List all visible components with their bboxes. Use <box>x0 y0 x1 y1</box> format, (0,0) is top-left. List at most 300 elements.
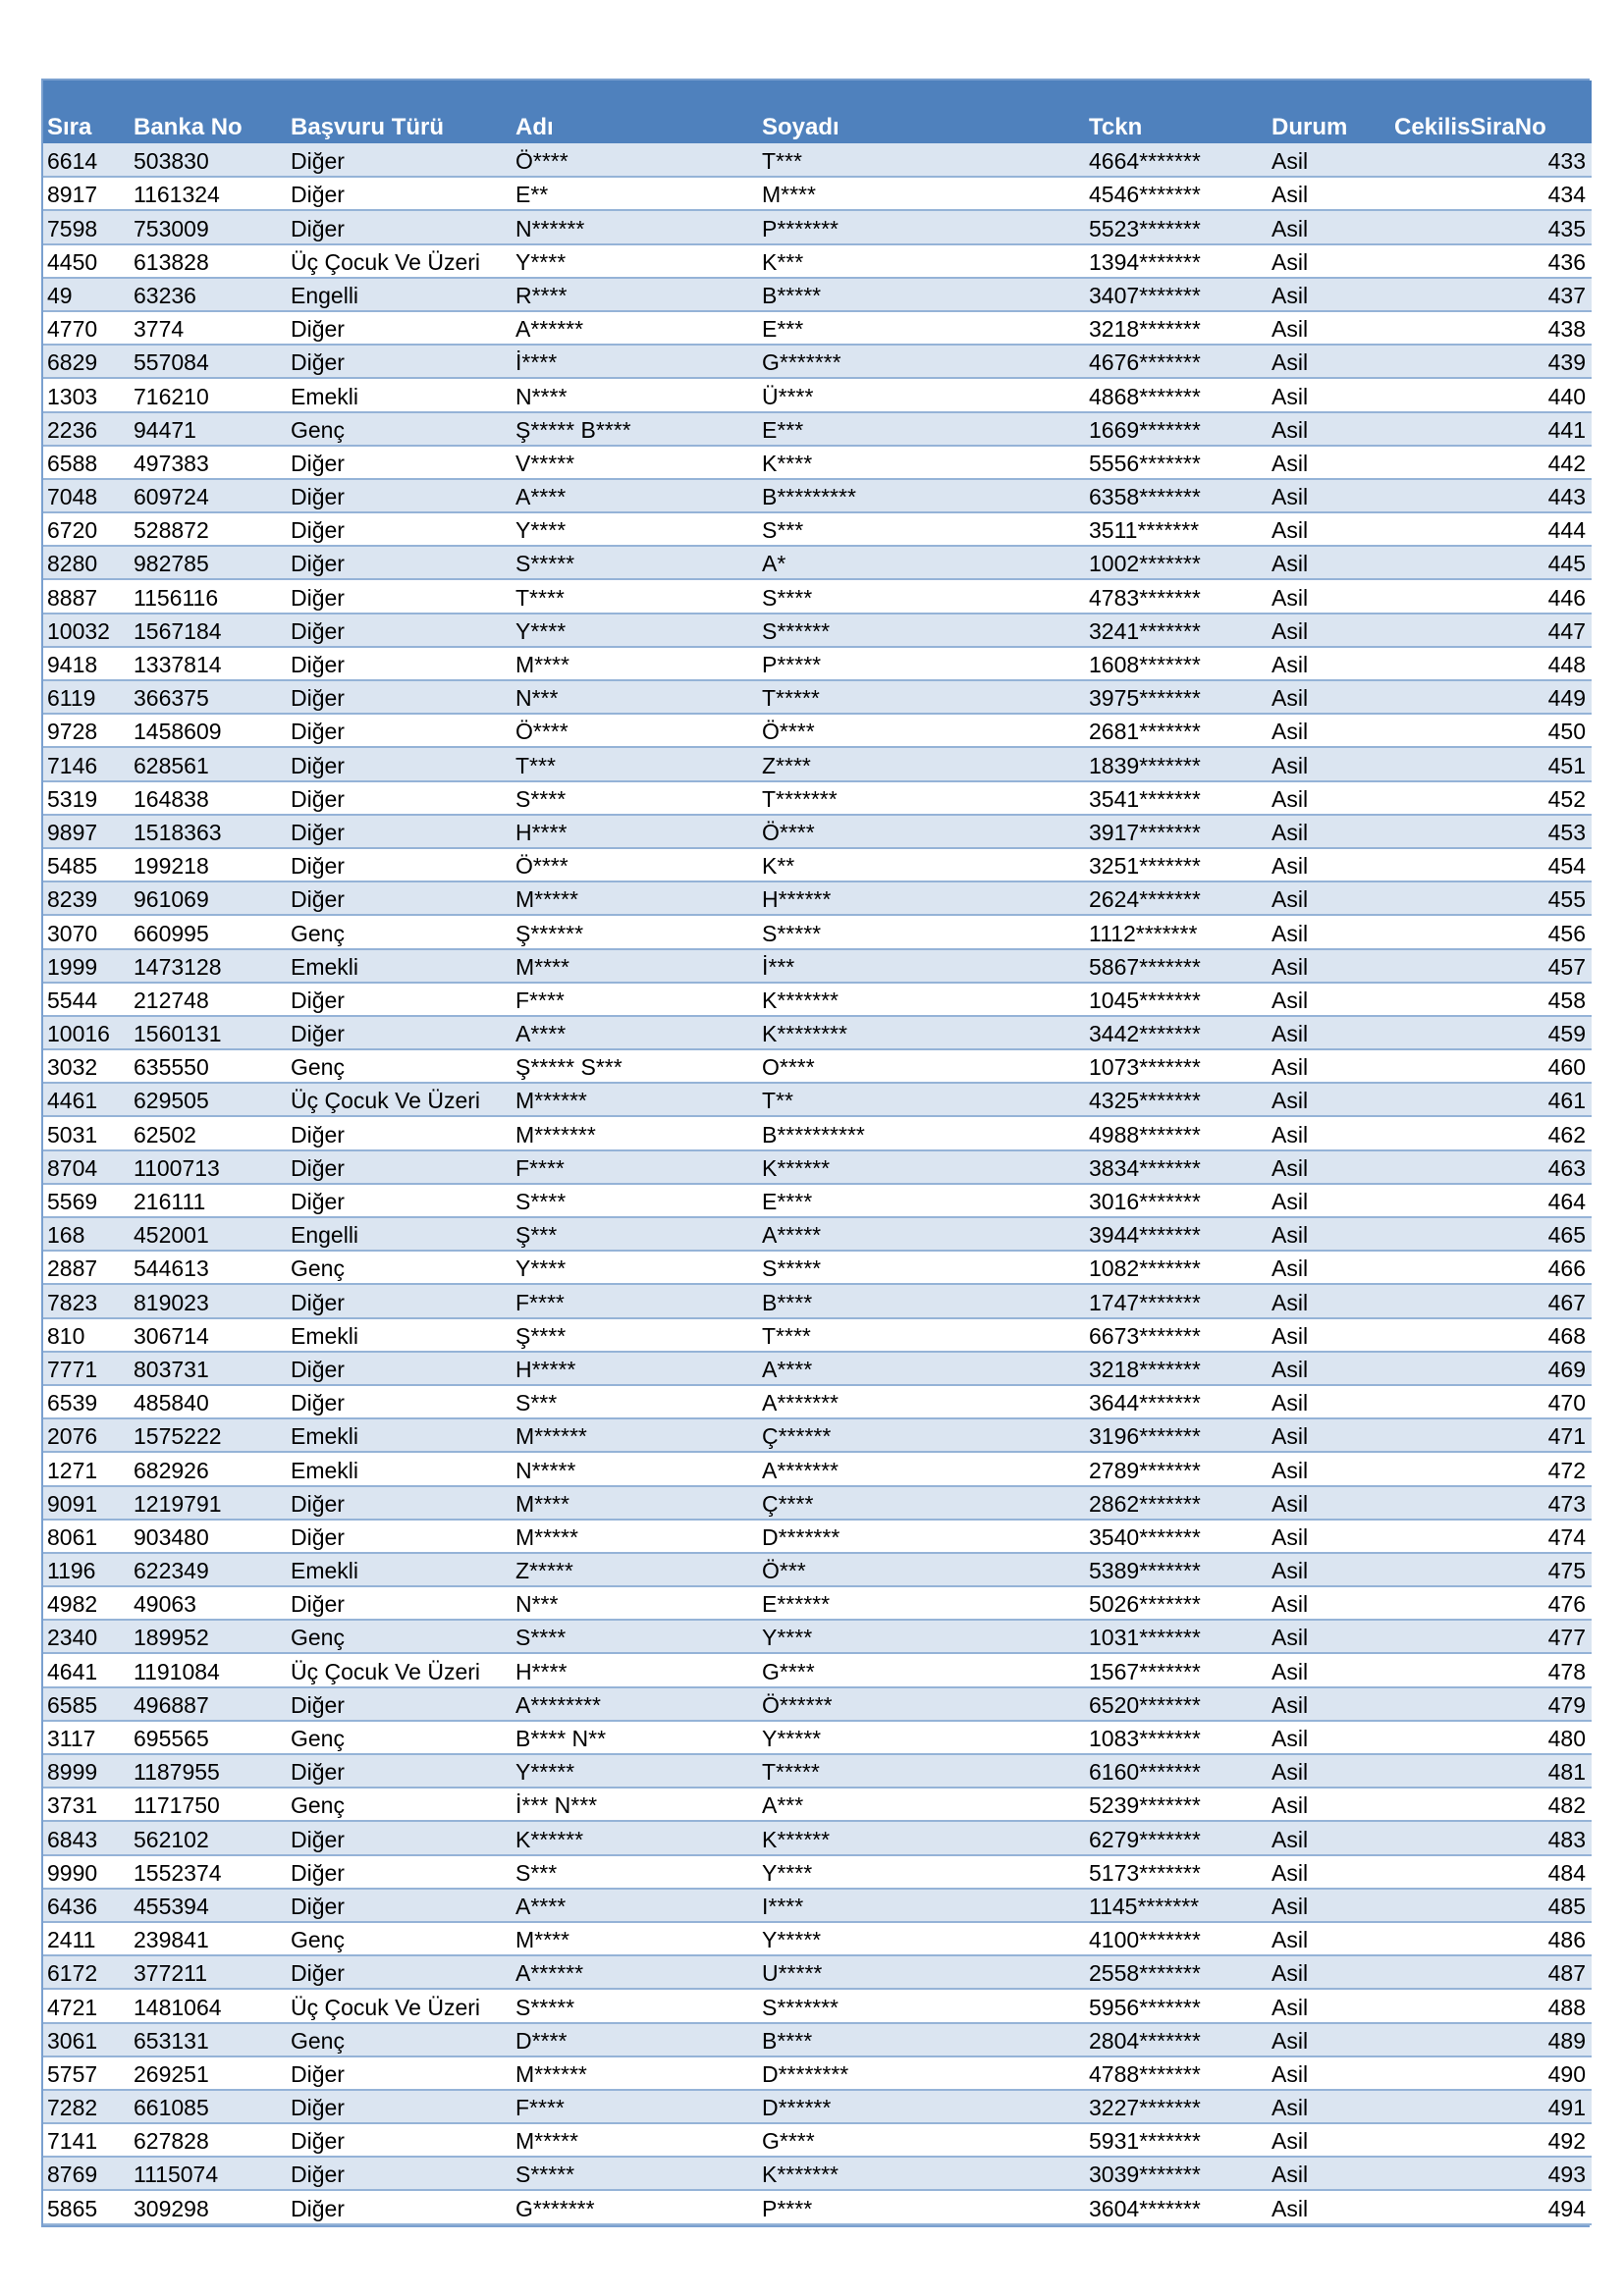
cell-banka-no: 716210 <box>130 378 287 411</box>
cell-banka-no: 455394 <box>130 1889 287 1922</box>
cell-sira: 9897 <box>43 815 130 848</box>
cell-durum: Asil <box>1268 512 1390 546</box>
cell-cekilis-sira-no: 459 <box>1390 1016 1592 1049</box>
cell-cekilis-sira-no: 493 <box>1390 2157 1592 2190</box>
cell-durum: Asil <box>1268 446 1390 479</box>
table-row <box>43 781 1592 815</box>
cell-tckn: 1669******* <box>1085 412 1268 446</box>
cell-adi: H**** <box>512 815 758 848</box>
cell-basvuru-turu: Diğer <box>287 177 512 210</box>
cell-tckn: 3834******* <box>1085 1150 1268 1184</box>
cell-soyadi: E**** <box>758 1184 1085 1217</box>
cell-durum: Asil <box>1268 2157 1390 2190</box>
table-row <box>43 1284 1592 1317</box>
cell-adi: Y**** <box>512 1251 758 1284</box>
cell-soyadi: H****** <box>758 881 1085 915</box>
cell-basvuru-turu: Diğer <box>287 2056 512 2090</box>
cell-durum: Asil <box>1268 949 1390 983</box>
cell-banka-no: 562102 <box>130 1821 287 1854</box>
cell-sira: 49 <box>43 278 130 311</box>
cell-sira: 6539 <box>43 1385 130 1418</box>
results-table-container <box>41 79 1590 2227</box>
table-row <box>43 2123 1592 2157</box>
cell-banka-no: 613828 <box>130 244 287 278</box>
cell-soyadi: Y***** <box>758 1922 1085 1955</box>
cell-banka-no: 635550 <box>130 1049 287 1083</box>
table-row <box>43 1922 1592 1955</box>
cell-cekilis-sira-no: 455 <box>1390 881 1592 915</box>
table-row <box>43 1653 1592 1686</box>
cell-durum: Asil <box>1268 1486 1390 1520</box>
cell-basvuru-turu: Diğer <box>287 546 512 579</box>
table-row <box>43 479 1592 512</box>
cell-banka-no: 753009 <box>130 210 287 243</box>
cell-durum: Asil <box>1268 647 1390 680</box>
cell-soyadi: E*** <box>758 412 1085 446</box>
cell-tckn: 3644******* <box>1085 1385 1268 1418</box>
cell-soyadi: Ö**** <box>758 714 1085 747</box>
cell-sira: 7771 <box>43 1352 130 1385</box>
table-row <box>43 1889 1592 1922</box>
cell-sira: 5569 <box>43 1184 130 1217</box>
cell-tckn: 4546******* <box>1085 177 1268 210</box>
cell-banka-no: 377211 <box>130 1955 287 1989</box>
cell-cekilis-sira-no: 462 <box>1390 1116 1592 1149</box>
cell-adi: S**** <box>512 1184 758 1217</box>
table-row <box>43 647 1592 680</box>
cell-adi: Z***** <box>512 1553 758 1586</box>
cell-adi: H***** <box>512 1352 758 1385</box>
cell-durum: Asil <box>1268 1284 1390 1317</box>
cell-adi: T**** <box>512 579 758 613</box>
cell-adi: G******* <box>512 2190 758 2223</box>
cell-basvuru-turu: Diğer <box>287 2090 512 2123</box>
table-row <box>43 1452 1592 1485</box>
table-row <box>43 143 1592 177</box>
cell-adi: İ*** N*** <box>512 1788 758 1821</box>
cell-basvuru-turu: Emekli <box>287 1553 512 1586</box>
cell-soyadi: K******** <box>758 1016 1085 1049</box>
cell-cekilis-sira-no: 491 <box>1390 2090 1592 2123</box>
cell-banka-no: 622349 <box>130 1553 287 1586</box>
table-row <box>43 815 1592 848</box>
cell-basvuru-turu: Diğer <box>287 647 512 680</box>
cell-durum: Asil <box>1268 1385 1390 1418</box>
cell-adi: Y**** <box>512 512 758 546</box>
cell-banka-no: 1552374 <box>130 1855 287 1889</box>
cell-soyadi: P**** <box>758 2190 1085 2223</box>
cell-cekilis-sira-no: 448 <box>1390 647 1592 680</box>
cell-basvuru-turu: Diğer <box>287 1486 512 1520</box>
cell-banka-no: 982785 <box>130 546 287 579</box>
cell-tckn: 1073******* <box>1085 1049 1268 1083</box>
cell-tckn: 2681******* <box>1085 714 1268 747</box>
cell-tckn: 6520******* <box>1085 1687 1268 1721</box>
cell-banka-no: 1575222 <box>130 1418 287 1452</box>
cell-soyadi: Y**** <box>758 1620 1085 1653</box>
cell-durum: Asil <box>1268 2056 1390 2090</box>
cell-durum: Asil <box>1268 2123 1390 2157</box>
cell-tckn: 3227******* <box>1085 2090 1268 2123</box>
cell-sira: 7048 <box>43 479 130 512</box>
cell-adi: M****** <box>512 1083 758 1116</box>
cell-cekilis-sira-no: 443 <box>1390 479 1592 512</box>
cell-adi: B**** N** <box>512 1721 758 1754</box>
cell-durum: Asil <box>1268 1821 1390 1854</box>
cell-sira: 4982 <box>43 1586 130 1620</box>
cell-durum: Asil <box>1268 412 1390 446</box>
cell-tckn: 5523******* <box>1085 210 1268 243</box>
cell-sira: 8280 <box>43 546 130 579</box>
cell-cekilis-sira-no: 454 <box>1390 848 1592 881</box>
cell-adi: Ö**** <box>512 143 758 177</box>
cell-cekilis-sira-no: 445 <box>1390 546 1592 579</box>
cell-tckn: 3511******* <box>1085 512 1268 546</box>
cell-adi: Ş***** B**** <box>512 412 758 446</box>
cell-durum: Asil <box>1268 143 1390 177</box>
cell-adi: S**** <box>512 781 758 815</box>
cell-tckn: 4100******* <box>1085 1922 1268 1955</box>
cell-basvuru-turu: Diğer <box>287 848 512 881</box>
cell-cekilis-sira-no: 489 <box>1390 2023 1592 2056</box>
cell-tckn: 1747******* <box>1085 1284 1268 1317</box>
cell-sira: 1196 <box>43 1553 130 1586</box>
table-row <box>43 1251 1592 1284</box>
cell-adi: F**** <box>512 1284 758 1317</box>
cell-banka-no: 544613 <box>130 1251 287 1284</box>
cell-basvuru-turu: Genç <box>287 1721 512 1754</box>
table-row <box>43 1318 1592 1352</box>
cell-banka-no: 216111 <box>130 1184 287 1217</box>
table-row <box>43 1049 1592 1083</box>
table-row <box>43 680 1592 714</box>
cell-soyadi: Z**** <box>758 747 1085 780</box>
cell-sira: 810 <box>43 1318 130 1352</box>
cell-durum: Asil <box>1268 2023 1390 2056</box>
cell-tckn: 3442******* <box>1085 1016 1268 1049</box>
cell-durum: Asil <box>1268 1955 1390 1989</box>
cell-sira: 3731 <box>43 1788 130 1821</box>
cell-sira: 6614 <box>43 143 130 177</box>
cell-sira: 4641 <box>43 1653 130 1686</box>
cell-adi: S***** <box>512 1989 758 2022</box>
table-row <box>43 345 1592 378</box>
cell-basvuru-turu: Emekli <box>287 378 512 411</box>
cell-soyadi: O**** <box>758 1049 1085 1083</box>
cell-adi: R**** <box>512 278 758 311</box>
table-row <box>43 1217 1592 1251</box>
cell-tckn: 1112******* <box>1085 915 1268 948</box>
cell-durum: Asil <box>1268 244 1390 278</box>
cell-tckn: 5239******* <box>1085 1788 1268 1821</box>
cell-durum: Asil <box>1268 378 1390 411</box>
cell-banka-no: 485840 <box>130 1385 287 1418</box>
cell-basvuru-turu: Diğer <box>287 1520 512 1553</box>
cell-tckn: 3241******* <box>1085 614 1268 647</box>
cell-adi: A**** <box>512 1889 758 1922</box>
cell-durum: Asil <box>1268 1217 1390 1251</box>
cell-cekilis-sira-no: 477 <box>1390 1620 1592 1653</box>
cell-adi: K****** <box>512 1821 758 1854</box>
cell-banka-no: 1518363 <box>130 815 287 848</box>
cell-tckn: 4868******* <box>1085 378 1268 411</box>
header-adi: Adı <box>515 114 554 140</box>
cell-banka-no: 199218 <box>130 848 287 881</box>
cell-durum: Asil <box>1268 1586 1390 1620</box>
cell-adi: M****** <box>512 2056 758 2090</box>
cell-tckn: 1083******* <box>1085 1721 1268 1754</box>
cell-tckn: 3541******* <box>1085 781 1268 815</box>
cell-soyadi: P******* <box>758 210 1085 243</box>
cell-soyadi: K*** <box>758 244 1085 278</box>
cell-durum: Asil <box>1268 1318 1390 1352</box>
cell-adi: N*** <box>512 680 758 714</box>
cell-cekilis-sira-no: 441 <box>1390 412 1592 446</box>
cell-cekilis-sira-no: 467 <box>1390 1284 1592 1317</box>
cell-cekilis-sira-no: 435 <box>1390 210 1592 243</box>
table-row <box>43 512 1592 546</box>
cell-sira: 4770 <box>43 311 130 345</box>
cell-tckn: 5389******* <box>1085 1553 1268 1586</box>
cell-soyadi: Ö*** <box>758 1553 1085 1586</box>
cell-cekilis-sira-no: 468 <box>1390 1318 1592 1352</box>
cell-banka-no: 695565 <box>130 1721 287 1754</box>
cell-adi: S*** <box>512 1385 758 1418</box>
table-row <box>43 949 1592 983</box>
cell-cekilis-sira-no: 446 <box>1390 579 1592 613</box>
cell-soyadi: G**** <box>758 2123 1085 2157</box>
cell-tckn: 3917******* <box>1085 815 1268 848</box>
cell-basvuru-turu: Diğer <box>287 1821 512 1854</box>
cell-adi: Ş***** S*** <box>512 1049 758 1083</box>
cell-cekilis-sira-no: 490 <box>1390 2056 1592 2090</box>
cell-tckn: 2804******* <box>1085 2023 1268 2056</box>
cell-cekilis-sira-no: 464 <box>1390 1184 1592 1217</box>
header-tckn: Tckn <box>1089 114 1143 140</box>
cell-cekilis-sira-no: 456 <box>1390 915 1592 948</box>
cell-basvuru-turu: Üç Çocuk Ve Üzeri <box>287 1653 512 1686</box>
cell-sira: 7282 <box>43 2090 130 2123</box>
cell-durum: Asil <box>1268 1016 1390 1049</box>
cell-adi: A**** <box>512 1016 758 1049</box>
cell-cekilis-sira-no: 438 <box>1390 311 1592 345</box>
cell-soyadi: T**** <box>758 1318 1085 1352</box>
cell-cekilis-sira-no: 451 <box>1390 747 1592 780</box>
table-row <box>43 2090 1592 2123</box>
cell-sira: 5319 <box>43 781 130 815</box>
cell-sira: 6843 <box>43 1821 130 1854</box>
cell-banka-no: 62502 <box>130 1116 287 1149</box>
header-cekilis-sira-no: CekilisSiraNo <box>1394 114 1546 140</box>
cell-soyadi: A*** <box>758 1788 1085 1821</box>
cell-cekilis-sira-no: 453 <box>1390 815 1592 848</box>
cell-banka-no: 189952 <box>130 1620 287 1653</box>
header-row <box>43 80 1592 143</box>
cell-soyadi: T** <box>758 1083 1085 1116</box>
cell-basvuru-turu: Diğer <box>287 1150 512 1184</box>
cell-cekilis-sira-no: 494 <box>1390 2190 1592 2223</box>
table-row <box>43 2190 1592 2223</box>
cell-basvuru-turu: Genç <box>287 412 512 446</box>
cell-sira: 5544 <box>43 983 130 1016</box>
cell-banka-no: 660995 <box>130 915 287 948</box>
cell-adi: M**** <box>512 647 758 680</box>
cell-durum: Asil <box>1268 714 1390 747</box>
cell-sira: 9990 <box>43 1855 130 1889</box>
cell-banka-no: 3774 <box>130 311 287 345</box>
cell-soyadi: T*** <box>758 143 1085 177</box>
cell-tckn: 2624******* <box>1085 881 1268 915</box>
table-row <box>43 614 1592 647</box>
table-row <box>43 278 1592 311</box>
cell-basvuru-turu: Genç <box>287 1049 512 1083</box>
cell-sira: 2411 <box>43 1922 130 1955</box>
cell-sira: 1999 <box>43 949 130 983</box>
cell-cekilis-sira-no: 471 <box>1390 1418 1592 1452</box>
cell-sira: 8999 <box>43 1754 130 1788</box>
cell-soyadi: T***** <box>758 680 1085 714</box>
table-body <box>43 143 1592 2224</box>
cell-durum: Asil <box>1268 1855 1390 1889</box>
cell-banka-no: 903480 <box>130 1520 287 1553</box>
cell-tckn: 3218******* <box>1085 1352 1268 1385</box>
cell-banka-no: 306714 <box>130 1318 287 1352</box>
cell-banka-no: 1115074 <box>130 2157 287 2190</box>
cell-banka-no: 269251 <box>130 2056 287 2090</box>
table-row <box>43 1418 1592 1452</box>
table-row <box>43 446 1592 479</box>
cell-banka-no: 653131 <box>130 2023 287 2056</box>
header-basvuru-turu: Başvuru Türü <box>291 114 445 140</box>
cell-soyadi: A******* <box>758 1385 1085 1418</box>
cell-sira: 2340 <box>43 1620 130 1653</box>
cell-soyadi: Y**** <box>758 1855 1085 1889</box>
cell-durum: Asil <box>1268 915 1390 948</box>
cell-banka-no: 1473128 <box>130 949 287 983</box>
cell-banka-no: 557084 <box>130 345 287 378</box>
cell-cekilis-sira-no: 473 <box>1390 1486 1592 1520</box>
cell-tckn: 3975******* <box>1085 680 1268 714</box>
cell-sira: 3117 <box>43 1721 130 1754</box>
cell-basvuru-turu: Diğer <box>287 747 512 780</box>
cell-basvuru-turu: Diğer <box>287 714 512 747</box>
cell-durum: Asil <box>1268 1620 1390 1653</box>
table-row <box>43 1553 1592 1586</box>
cell-banka-no: 628561 <box>130 747 287 780</box>
cell-adi: Y**** <box>512 614 758 647</box>
cell-soyadi: S******* <box>758 1989 1085 2022</box>
table-row <box>43 881 1592 915</box>
cell-durum: Asil <box>1268 1754 1390 1788</box>
cell-banka-no: 627828 <box>130 2123 287 2157</box>
cell-adi: D**** <box>512 2023 758 2056</box>
cell-basvuru-turu: Diğer <box>287 479 512 512</box>
cell-durum: Asil <box>1268 1083 1390 1116</box>
cell-cekilis-sira-no: 433 <box>1390 143 1592 177</box>
table-row <box>43 848 1592 881</box>
cell-durum: Asil <box>1268 781 1390 815</box>
table-row <box>43 983 1592 1016</box>
cell-adi: Ş**** <box>512 1318 758 1352</box>
cell-banka-no: 629505 <box>130 1083 287 1116</box>
cell-soyadi: Ö****** <box>758 1687 1085 1721</box>
cell-sira: 6119 <box>43 680 130 714</box>
cell-durum: Asil <box>1268 1184 1390 1217</box>
table-row <box>43 1989 1592 2022</box>
cell-tckn: 2558******* <box>1085 1955 1268 1989</box>
cell-soyadi: A* <box>758 546 1085 579</box>
cell-adi: Ş*** <box>512 1217 758 1251</box>
cell-adi: M**** <box>512 1486 758 1520</box>
cell-basvuru-turu: Diğer <box>287 1955 512 1989</box>
table-row <box>43 1955 1592 1989</box>
cell-basvuru-turu: Diğer <box>287 579 512 613</box>
cell-sira: 9418 <box>43 647 130 680</box>
cell-soyadi: M**** <box>758 177 1085 210</box>
cell-tckn: 5173******* <box>1085 1855 1268 1889</box>
cell-banka-no: 961069 <box>130 881 287 915</box>
cell-sira: 4461 <box>43 1083 130 1116</box>
cell-banka-no: 1458609 <box>130 714 287 747</box>
cell-tckn: 4788******* <box>1085 2056 1268 2090</box>
cell-sira: 5485 <box>43 848 130 881</box>
cell-basvuru-turu: Diğer <box>287 1116 512 1149</box>
cell-soyadi: E*** <box>758 311 1085 345</box>
cell-tckn: 4664******* <box>1085 143 1268 177</box>
cell-sira: 1303 <box>43 378 130 411</box>
cell-cekilis-sira-no: 439 <box>1390 345 1592 378</box>
cell-durum: Asil <box>1268 1150 1390 1184</box>
cell-cekilis-sira-no: 484 <box>1390 1855 1592 1889</box>
cell-durum: Asil <box>1268 747 1390 780</box>
cell-durum: Asil <box>1268 614 1390 647</box>
cell-soyadi: E****** <box>758 1586 1085 1620</box>
cell-soyadi: B***** <box>758 278 1085 311</box>
cell-cekilis-sira-no: 452 <box>1390 781 1592 815</box>
cell-soyadi: Ç****** <box>758 1418 1085 1452</box>
cell-cekilis-sira-no: 469 <box>1390 1352 1592 1385</box>
cell-sira: 7146 <box>43 747 130 780</box>
cell-cekilis-sira-no: 434 <box>1390 177 1592 210</box>
cell-basvuru-turu: Üç Çocuk Ve Üzeri <box>287 1083 512 1116</box>
table-row <box>43 378 1592 411</box>
cell-sira: 6720 <box>43 512 130 546</box>
cell-tckn: 3196******* <box>1085 1418 1268 1452</box>
cell-banka-no: 497383 <box>130 446 287 479</box>
table-row <box>43 2023 1592 2056</box>
cell-tckn: 3218******* <box>1085 311 1268 345</box>
cell-sira: 168 <box>43 1217 130 1251</box>
cell-soyadi: K**** <box>758 446 1085 479</box>
cell-soyadi: A******* <box>758 1452 1085 1485</box>
cell-basvuru-turu: Üç Çocuk Ve Üzeri <box>287 1989 512 2022</box>
cell-sira: 6588 <box>43 446 130 479</box>
cell-basvuru-turu: Engelli <box>287 278 512 311</box>
table-row <box>43 1016 1592 1049</box>
cell-basvuru-turu: Genç <box>287 2023 512 2056</box>
cell-durum: Asil <box>1268 546 1390 579</box>
cell-durum: Asil <box>1268 1989 1390 2022</box>
cell-banka-no: 1219791 <box>130 1486 287 1520</box>
cell-banka-no: 1560131 <box>130 1016 287 1049</box>
cell-adi: A****** <box>512 1955 758 1989</box>
cell-adi: İ**** <box>512 345 758 378</box>
cell-basvuru-turu: Diğer <box>287 2157 512 2190</box>
cell-cekilis-sira-no: 437 <box>1390 278 1592 311</box>
cell-adi: N***** <box>512 1452 758 1485</box>
cell-sira: 3032 <box>43 1049 130 1083</box>
cell-durum: Asil <box>1268 2090 1390 2123</box>
